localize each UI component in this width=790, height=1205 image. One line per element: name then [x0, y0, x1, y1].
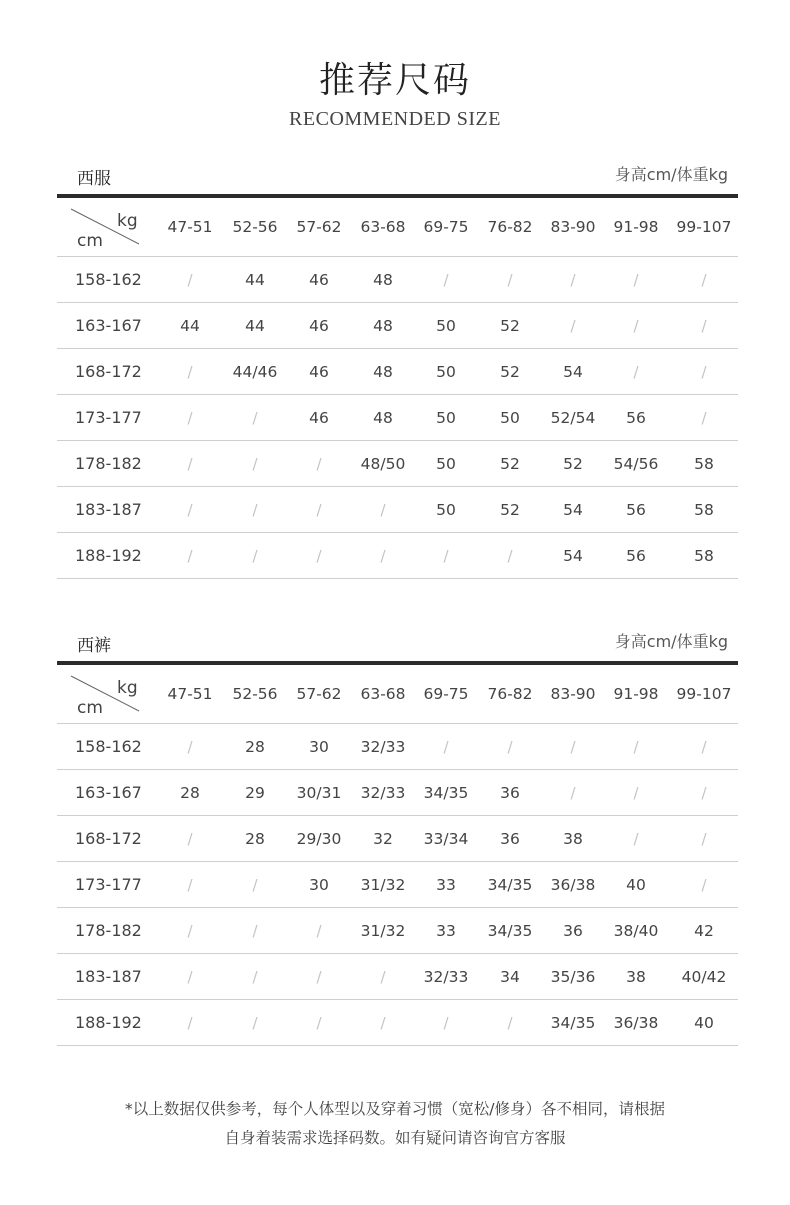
weight-column-header: 99-107 — [676, 685, 732, 703]
empty-size-cell: / — [316, 1013, 322, 1032]
empty-size-cell: / — [701, 829, 707, 848]
height-range-label: 168-172 — [75, 829, 142, 848]
empty-size-cell: / — [380, 1013, 386, 1032]
size-cell: 40/42 — [681, 967, 727, 986]
size-cell: 30 — [309, 875, 329, 894]
table-row — [57, 724, 738, 770]
table-row — [57, 908, 738, 954]
size-cell: 38/40 — [613, 921, 659, 940]
corner-weight-unit: kg — [117, 678, 138, 698]
height-range-label: 173-177 — [75, 875, 142, 894]
empty-size-cell: / — [701, 362, 707, 381]
size-cell: 31/32 — [360, 921, 406, 940]
empty-size-cell: / — [252, 967, 258, 986]
empty-size-cell: / — [507, 737, 513, 756]
empty-size-cell: / — [187, 408, 193, 427]
empty-size-cell: / — [187, 546, 193, 565]
weight-column-header: 52-56 — [232, 685, 278, 703]
empty-size-cell: / — [316, 454, 322, 473]
empty-size-cell: / — [252, 875, 258, 894]
empty-size-cell: / — [252, 546, 258, 565]
height-range-label: 183-187 — [75, 967, 142, 986]
empty-size-cell: / — [187, 454, 193, 473]
empty-size-cell: / — [633, 783, 639, 802]
size-cell: 38 — [626, 967, 646, 986]
size-cell: 46 — [309, 316, 329, 335]
empty-size-cell: / — [701, 875, 707, 894]
empty-size-cell: / — [187, 737, 193, 756]
empty-size-cell: / — [701, 316, 707, 335]
size-cell: 56 — [626, 546, 646, 565]
size-cell: 33 — [436, 921, 456, 940]
size-cell: 36/38 — [550, 875, 596, 894]
size-cell: 58 — [694, 454, 714, 473]
size-cell: 34/35 — [423, 783, 469, 802]
weight-column-header: 83-90 — [550, 685, 596, 703]
table-row — [57, 441, 738, 487]
size-cell: 48 — [373, 316, 393, 335]
empty-size-cell: / — [316, 921, 322, 940]
size-cell: 54 — [563, 546, 583, 565]
size-cell: 33/34 — [423, 829, 469, 848]
page-subtitle: RECOMMENDED SIZE — [289, 108, 501, 130]
empty-size-cell: / — [507, 546, 513, 565]
weight-column-header: 57-62 — [296, 685, 342, 703]
size-cell: 48 — [373, 408, 393, 427]
size-cell: 54 — [563, 362, 583, 381]
size-cell: 36/38 — [613, 1013, 659, 1032]
table-row — [57, 257, 738, 303]
size-cell: 36 — [563, 921, 583, 940]
size-cell: 44/46 — [232, 362, 278, 381]
empty-size-cell: / — [380, 967, 386, 986]
size-cell: 46 — [309, 362, 329, 381]
size-cell: 38 — [563, 829, 583, 848]
size-cell: 32/33 — [423, 967, 469, 986]
height-range-label: 163-167 — [75, 783, 142, 802]
empty-size-cell: / — [187, 270, 193, 289]
size-cell: 44 — [245, 316, 265, 335]
size-cell: 52 — [563, 454, 583, 473]
size-cell: 48 — [373, 362, 393, 381]
empty-size-cell: / — [187, 362, 193, 381]
section-name: 西服 — [77, 169, 111, 189]
size-cell: 32/33 — [360, 737, 406, 756]
height-range-label: 183-187 — [75, 500, 142, 519]
size-cell: 28 — [245, 829, 265, 848]
corner-weight-unit: kg — [117, 211, 138, 231]
size-cell: 46 — [309, 408, 329, 427]
table-row — [57, 1000, 738, 1046]
size-cell: 52 — [500, 362, 520, 381]
empty-size-cell: / — [633, 270, 639, 289]
disclaimer-line-1: *以上数据仅供参考，每个人体型以及穿着习惯（宽松/修身）各不相同，请根据 — [125, 1100, 665, 1118]
table-row — [57, 533, 738, 579]
height-range-label: 168-172 — [75, 362, 142, 381]
size-cell: 52 — [500, 316, 520, 335]
empty-size-cell: / — [701, 783, 707, 802]
empty-size-cell: / — [252, 454, 258, 473]
empty-size-cell: / — [701, 408, 707, 427]
size-cell: 34/35 — [550, 1013, 596, 1032]
height-range-label: 163-167 — [75, 316, 142, 335]
height-range-label: 178-182 — [75, 454, 142, 473]
size-cell: 54/56 — [613, 454, 659, 473]
size-cell: 44 — [180, 316, 200, 335]
empty-size-cell: / — [633, 829, 639, 848]
empty-size-cell: / — [380, 546, 386, 565]
size-cell: 31/32 — [360, 875, 406, 894]
size-cell: 33 — [436, 875, 456, 894]
height-range-label: 158-162 — [75, 737, 142, 756]
empty-size-cell: / — [443, 270, 449, 289]
empty-size-cell: / — [187, 921, 193, 940]
table-row — [57, 816, 738, 862]
empty-size-cell: / — [443, 546, 449, 565]
size-cell: 44 — [245, 270, 265, 289]
size-cell: 50 — [436, 408, 456, 427]
weight-column-header: 83-90 — [550, 218, 596, 236]
section-header — [57, 154, 738, 194]
height-range-label: 173-177 — [75, 408, 142, 427]
size-cell: 50 — [436, 454, 456, 473]
size-cell: 54 — [563, 500, 583, 519]
empty-size-cell: / — [187, 875, 193, 894]
size-cell: 28 — [245, 737, 265, 756]
size-cell: 34/35 — [487, 921, 533, 940]
empty-size-cell: / — [187, 500, 193, 519]
weight-column-header: 63-68 — [360, 218, 406, 236]
disclaimer-line-2: 自身着装需求选择码数。如有疑问请咨询官方客服 — [224, 1129, 566, 1147]
empty-size-cell: / — [701, 737, 707, 756]
corner-height-unit: cm — [77, 698, 103, 718]
size-cell: 28 — [180, 783, 200, 802]
size-cell: 46 — [309, 270, 329, 289]
size-cell: 50 — [436, 316, 456, 335]
height-range-label: 158-162 — [75, 270, 142, 289]
empty-size-cell: / — [507, 270, 513, 289]
empty-size-cell: / — [443, 737, 449, 756]
size-cell: 29/30 — [296, 829, 342, 848]
empty-size-cell: / — [187, 1013, 193, 1032]
size-cell: 34 — [500, 967, 520, 986]
empty-size-cell: / — [570, 270, 576, 289]
size-cell: 36 — [500, 829, 520, 848]
height-range-label: 188-192 — [75, 546, 142, 565]
size-cell: 52 — [500, 500, 520, 519]
table-header-row — [57, 665, 738, 724]
empty-size-cell: / — [570, 783, 576, 802]
empty-size-cell: / — [701, 270, 707, 289]
corner-height-unit: cm — [77, 231, 103, 251]
size-cell: 32/33 — [360, 783, 406, 802]
table-row — [57, 487, 738, 533]
suit-size-section — [57, 154, 738, 579]
size-cell: 50 — [500, 408, 520, 427]
size-cell: 42 — [694, 921, 714, 940]
weight-column-header: 69-75 — [423, 685, 469, 703]
empty-size-cell: / — [316, 967, 322, 986]
size-cell: 30 — [309, 737, 329, 756]
page-title: 推荐尺码 — [318, 60, 471, 101]
size-cell: 58 — [694, 546, 714, 565]
empty-size-cell: / — [380, 500, 386, 519]
empty-size-cell: / — [316, 546, 322, 565]
size-cell: 29 — [245, 783, 265, 802]
size-cell: 50 — [436, 500, 456, 519]
size-cell: 34/35 — [487, 875, 533, 894]
weight-column-header: 69-75 — [423, 218, 469, 236]
size-cell: 56 — [626, 408, 646, 427]
size-cell: 56 — [626, 500, 646, 519]
weight-column-header: 99-107 — [676, 218, 732, 236]
empty-size-cell: / — [252, 1013, 258, 1032]
table-row — [57, 862, 738, 908]
section-header — [57, 621, 738, 661]
section-name: 西裤 — [77, 636, 111, 656]
size-cell: 48 — [373, 270, 393, 289]
table-row — [57, 954, 738, 1000]
size-cell: 40 — [694, 1013, 714, 1032]
empty-size-cell: / — [507, 1013, 513, 1032]
empty-size-cell: / — [316, 500, 322, 519]
section-units: 身高cm/体重kg — [614, 632, 728, 651]
empty-size-cell: / — [252, 921, 258, 940]
empty-size-cell: / — [633, 737, 639, 756]
table-row — [57, 395, 738, 441]
table-row — [57, 349, 738, 395]
empty-size-cell: / — [633, 316, 639, 335]
size-cell: 40 — [626, 875, 646, 894]
empty-size-cell: / — [570, 737, 576, 756]
weight-column-header: 76-82 — [487, 685, 533, 703]
size-cell: 50 — [436, 362, 456, 381]
weight-column-header: 47-51 — [167, 685, 213, 703]
height-range-label: 178-182 — [75, 921, 142, 940]
empty-size-cell: / — [187, 967, 193, 986]
size-cell: 36 — [500, 783, 520, 802]
empty-size-cell: / — [252, 500, 258, 519]
pants-size-section — [57, 621, 738, 1046]
weight-column-header: 47-51 — [167, 218, 213, 236]
empty-size-cell: / — [633, 362, 639, 381]
size-cell: 32 — [373, 829, 393, 848]
section-units: 身高cm/体重kg — [614, 165, 728, 184]
size-cell: 30/31 — [296, 783, 342, 802]
size-cell: 48/50 — [360, 454, 406, 473]
table-row — [57, 303, 738, 349]
empty-size-cell: / — [570, 316, 576, 335]
weight-column-header: 76-82 — [487, 218, 533, 236]
empty-size-cell: / — [187, 829, 193, 848]
weight-column-header: 91-98 — [613, 685, 659, 703]
empty-size-cell: / — [443, 1013, 449, 1032]
height-range-label: 188-192 — [75, 1013, 142, 1032]
size-cell: 52/54 — [550, 408, 596, 427]
weight-column-header: 63-68 — [360, 685, 406, 703]
size-cell: 35/36 — [550, 967, 596, 986]
empty-size-cell: / — [252, 408, 258, 427]
table-row — [57, 770, 738, 816]
weight-column-header: 57-62 — [296, 218, 342, 236]
table-header-row — [57, 198, 738, 257]
weight-column-header: 52-56 — [232, 218, 278, 236]
weight-column-header: 91-98 — [613, 218, 659, 236]
size-cell: 58 — [694, 500, 714, 519]
size-cell: 52 — [500, 454, 520, 473]
